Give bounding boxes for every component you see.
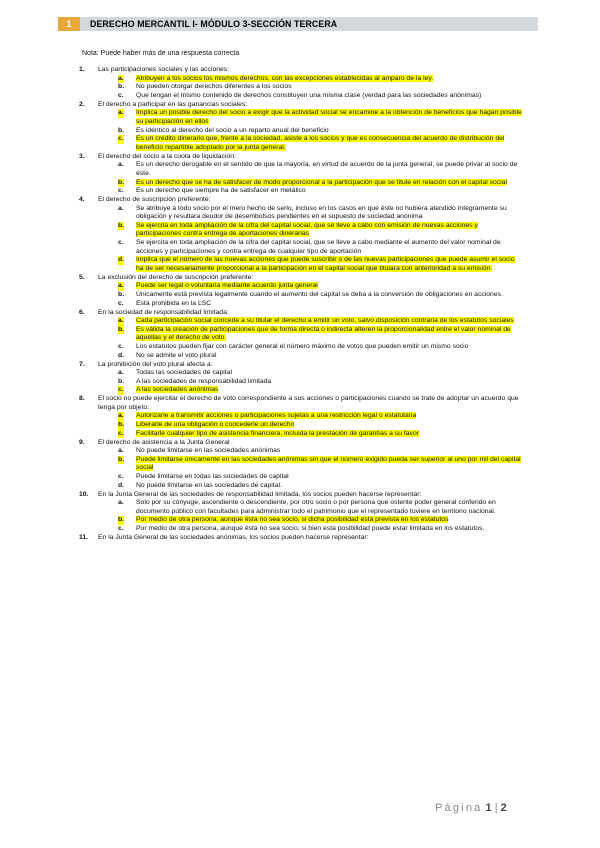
question-item — [79, 308, 522, 361]
option-letter: a. — [118, 499, 124, 507]
answer-option — [82, 352, 522, 361]
option-letter: c. — [118, 187, 124, 195]
question-line — [79, 196, 522, 205]
question-text: La exclusión del derecho de suscripción preferente: — [98, 273, 254, 281]
question-text: El derecho a participar en las ganancias sociales: — [98, 100, 248, 108]
option-text: No pueden otorgar derechos diferentes a los socios — [136, 83, 292, 91]
answer-option — [82, 75, 522, 84]
option-letter: d. — [118, 256, 125, 264]
option-letter: a. — [118, 204, 124, 212]
answer-option — [82, 83, 522, 92]
question-number: 3. — [79, 152, 85, 160]
answer-option — [82, 256, 522, 273]
question-line — [79, 490, 522, 500]
question-text: El socio no puede ejercitar el derecho de voto correspondiente a sus acciones o participaciones cuando se trate de adoptar un acuerdo que tenga por objeto: — [98, 395, 519, 411]
answer-option — [82, 516, 522, 525]
answer-option — [82, 300, 522, 309]
answer-option — [82, 499, 522, 516]
highlighted-answer-text: Es un crédito dinerario que, frente a la sociedad, asiste a los socios y que es consecuencia del acuerdo de distribución del beneficio repartible adoptado por la junta general. — [136, 135, 505, 151]
question-item — [79, 395, 522, 438]
option-letter: a. — [118, 412, 124, 420]
question-number: 6. — [79, 308, 85, 316]
answer-option — [82, 456, 522, 473]
note-text: Nota: Puede haber más de una respuesta correcta — [82, 50, 240, 57]
option-text: Solo por su cónyuge, ascendiente o descendiente, por otro socio o por persona que ostente poder general conferido en documento público con facultades para administrar todo el patrimonio que el representado tuviere en territorio nacional. — [136, 499, 496, 515]
option-letter: c. — [118, 342, 124, 350]
option-letter: b. — [118, 126, 125, 134]
question-number: 4. — [79, 196, 85, 204]
question-line — [79, 533, 522, 543]
answer-option — [82, 343, 522, 352]
question-text: En la Junta General de las sociedades de responsabilidad limitada, los socios pueden hacerse representar: — [98, 490, 422, 498]
answer-option — [82, 222, 522, 239]
question-line — [79, 152, 522, 162]
question-number: 8. — [79, 395, 85, 403]
option-text: No se admite el voto plural — [136, 351, 217, 359]
question-item — [79, 360, 522, 395]
option-text: Se ejercita en toda ampliación de la cifra del capital social, que se lleve a cabo mediante el aumento del valor nominal de acciones y participaciones y contra entrega de cualquier tipo de aportación — [136, 239, 501, 255]
question-number: 7. — [79, 360, 85, 368]
answer-option — [82, 473, 522, 482]
highlighted-answer-text: Por medio de otra persona, aunque ésta no sea socio, si dicha posibilidad está prevista en los estatutos — [136, 516, 449, 524]
question-item — [79, 66, 522, 100]
question-number: 9. — [79, 438, 85, 446]
question-text: La prohibición del voto plural afecta a: — [98, 360, 213, 368]
option-text: No puede limitarse en las sociedades de capital. — [136, 481, 282, 489]
answer-option — [82, 525, 522, 534]
option-letter: c. — [118, 524, 124, 532]
highlighted-answer-text: Implica que el número de las nuevas acciones que puede suscribir o de las nuevas participaciones que puede asumir el socio ha de ser necesariamente proporcional a la participación en el capital social que titulara con anterioridad a su emisión. — [136, 256, 515, 272]
question-text: El derecho del socio a la cuota de liquidación: — [98, 152, 236, 160]
answer-option — [82, 412, 522, 421]
question-line — [79, 395, 522, 412]
option-letter: d. — [118, 351, 125, 359]
question-line — [79, 438, 522, 448]
highlighted-answer-text: Es un derecho que se ha de satisfacer de modo proporcional a la participación que se titule en relación con el capital social — [136, 178, 508, 186]
answer-option — [82, 430, 522, 439]
header-bar — [58, 17, 538, 31]
option-text: Es un derecho que siempre ha de satisfacer en metálico — [136, 187, 306, 195]
option-text: Está prohibida en la LSC — [136, 299, 212, 307]
answer-option — [82, 386, 522, 395]
option-letter: c. — [118, 386, 124, 394]
question-line — [79, 308, 522, 318]
option-letter: a. — [118, 282, 124, 290]
question-text: En la sociedad de responsabilidad limitada: — [98, 308, 229, 316]
question-line — [79, 360, 522, 370]
option-text: Es un derecho derogable en el sentido de que la mayoría, en virtud de acuerdo de la junta general, se puede privar al socio de éste. — [136, 161, 518, 177]
option-letter: d. — [118, 481, 125, 489]
option-text: Que tengan el mismo contenido de derechos constituyen una misma clase (verdad para las sociedades anónimas) — [136, 91, 482, 99]
question-item — [79, 273, 522, 308]
answer-option — [82, 447, 522, 456]
option-letter: c. — [118, 429, 124, 437]
option-letter: a. — [118, 161, 124, 169]
option-text: Los estatutos pueden fijar con carácter general el número máximo de votos que pueden emitir un mismo socio — [136, 342, 469, 350]
highlighted-answer-text: Implica un posible derecho del socio a exigir que la actividad social se encamine a la obtención de beneficios que hagan posible su participación en ellos — [136, 109, 522, 125]
question-number: 11. — [79, 533, 89, 541]
answer-option — [82, 187, 522, 196]
answer-option — [82, 179, 522, 188]
option-letter: a. — [118, 317, 124, 325]
question-item — [79, 152, 522, 196]
question-number: 10. — [79, 490, 89, 498]
highlighted-answer-text: Liberarle de una obligación o concederle un derecho — [136, 421, 295, 429]
document-title: DERECHO MERCANTIL I- MÓDULO 3-SECCIÓN TERCERA — [90, 19, 338, 29]
answer-option — [82, 161, 522, 178]
option-letter: b. — [118, 455, 125, 463]
answer-option — [82, 135, 522, 152]
highlighted-answer-text: A las sociedades anónimas — [136, 386, 219, 394]
highlighted-answer-text: Se ejercita en toda ampliación de la cifra del capital social, que se lleve a cabo con emisión de nuevas acciones y participaciones contra entrega de aportaciones dinerarias — [136, 221, 478, 238]
highlighted-answer-text: Autorizarle a transmitir acciones o participaciones sujetas a una restricción legal o estatutaria — [136, 412, 417, 420]
option-letter: a. — [118, 369, 124, 377]
option-letter: a. — [118, 447, 124, 455]
answer-option — [82, 317, 522, 326]
question-item — [79, 100, 522, 153]
option-letter: c. — [118, 135, 124, 143]
answer-option — [82, 92, 522, 101]
option-text: A las sociedades de responsabilidad limitada — [136, 377, 272, 385]
question-line — [79, 100, 522, 110]
page-footer — [435, 802, 507, 814]
option-letter: a. — [118, 109, 124, 117]
question-text: El derecho de asistencia a la Junta General — [98, 438, 230, 446]
option-letter: b. — [118, 516, 125, 524]
page-total-number: 2 — [500, 802, 507, 814]
option-letter: b. — [118, 377, 125, 385]
header-number-badge: 1 — [58, 17, 80, 31]
page-current-number: 1 — [485, 802, 492, 814]
option-text: Únicamente está prevista legalmente cuando el aumento del capital se deba a la conversión de obligaciones en acciones. — [136, 291, 503, 298]
question-text: En la Junta General de las sociedades anónimas, los socios pueden hacerse representar: — [98, 533, 369, 541]
option-letter: c. — [118, 91, 124, 99]
question-item — [79, 196, 522, 273]
option-text: No puede limitarse en las sociedades anónimas — [136, 447, 281, 455]
answer-option — [82, 326, 522, 343]
option-letter: c. — [118, 239, 124, 247]
option-text: Por medio de otra persona, aunque ésta no sea socio, si bien esta posibilidad puede estar limitada en los estatutos. — [136, 524, 485, 532]
answer-option — [82, 205, 522, 222]
answer-option — [82, 378, 522, 387]
answer-option — [82, 291, 522, 300]
option-letter: a. — [118, 74, 124, 82]
question-list — [79, 66, 522, 543]
option-letter: b. — [118, 421, 125, 429]
option-text: Es idéntico al derecho del socio a un reparto anual del beneficio — [136, 126, 329, 134]
option-letter: b. — [118, 221, 125, 229]
option-letter: b. — [118, 291, 125, 298]
highlighted-answer-text: Cada participación social concede a su titular el derecho a emitir un voto, salvo disposición contraria de los estatutos sociales — [136, 317, 514, 325]
highlighted-answer-text: Puede limitarse únicamente en las sociedades anónimas sin que el número exigido pueda ser superior al uno por mil del capital social — [136, 455, 521, 472]
option-letter: b. — [118, 325, 125, 333]
question-item — [79, 533, 522, 543]
option-text: Puede limitarse en todas las sociedades de capital — [136, 473, 289, 481]
page-separator: | — [494, 802, 498, 814]
question-number: 2. — [79, 100, 85, 108]
question-item — [79, 438, 522, 491]
highlighted-answer-text: Atribuyen a los socios los mismos derechos, con las excepciones establecidas al amparo de la ley. — [136, 74, 434, 82]
question-text: El derecho de suscripción preferente: — [98, 196, 211, 204]
option-letter: c. — [118, 473, 124, 481]
answer-option — [82, 127, 522, 136]
option-letter: b. — [118, 83, 125, 91]
answer-option — [82, 421, 522, 430]
question-line — [79, 66, 522, 75]
answer-option — [82, 239, 522, 256]
option-text: Todas las sociedades de capital — [136, 369, 232, 377]
highlighted-answer-text: Puede ser legal o voluntaria mediante acuerdo junta general — [136, 282, 318, 290]
option-text: Se atribuye a todo socio por el mero hecho de serlo, incluso en los casos en que éste no hubiera atendido íntegramente su obligación y resultara deudor de desembolsos pendientes en el supuesto de sociedad anónima — [136, 204, 507, 221]
question-number: 5. — [79, 273, 85, 281]
question-number: 1. — [79, 66, 85, 73]
answer-option — [82, 482, 522, 491]
question-line — [79, 273, 522, 283]
answer-option — [82, 109, 522, 126]
question-text: Las participaciones sociales y las acciones: — [98, 66, 230, 73]
highlighted-answer-text: Facilitarle cualquier tipo de asistencia financiera, incluida la prestación de garantías a su favor — [136, 429, 419, 437]
option-letter: b. — [118, 178, 125, 186]
option-letter: c. — [118, 299, 124, 307]
question-item — [79, 490, 522, 534]
page-word: Página — [435, 802, 483, 814]
answer-option — [82, 282, 522, 291]
highlighted-answer-text: Es válida la creación de participaciones que de forma directa o indirecta alteren la proporcionalidad entre el valor nominal de aquellas y el derecho de voto. — [136, 325, 511, 342]
answer-option — [82, 369, 522, 378]
